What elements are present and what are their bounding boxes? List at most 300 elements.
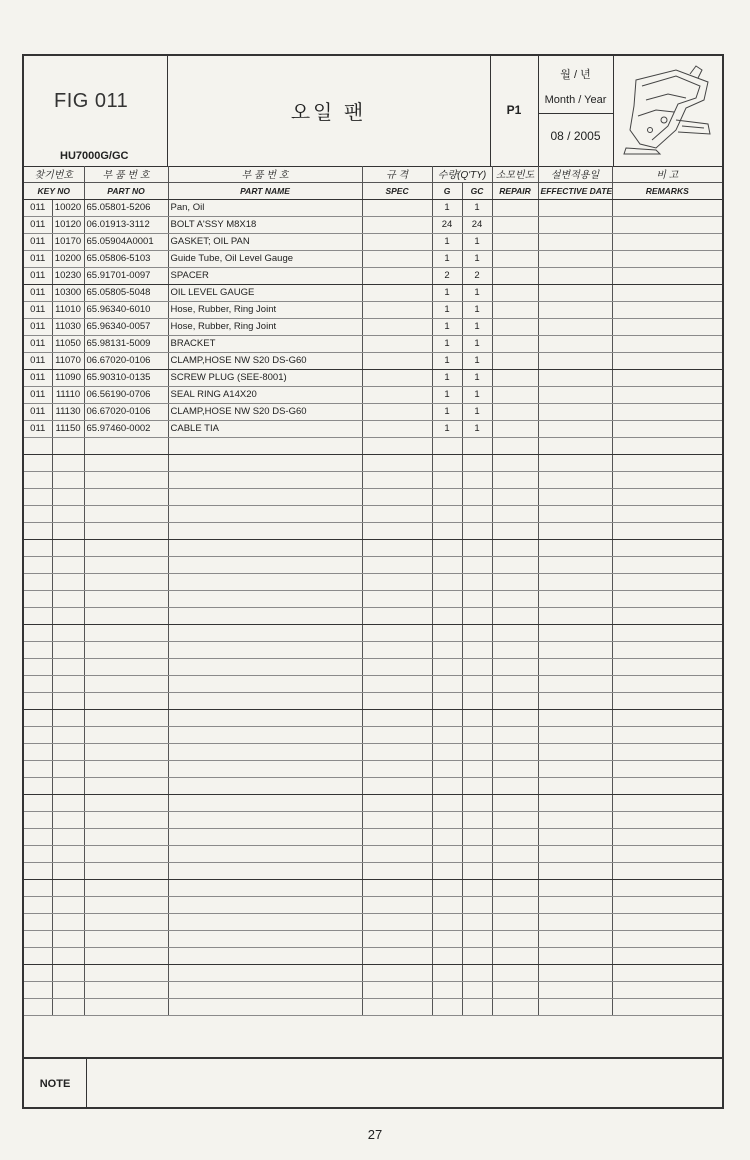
cell-empty: [168, 845, 362, 862]
empty-row: [24, 743, 722, 760]
cell-empty: [492, 981, 538, 998]
empty-row: [24, 913, 722, 930]
cell-empty: [24, 505, 52, 522]
cell-empty: [432, 794, 462, 811]
cell-empty: [432, 862, 462, 879]
cell-name: Pan, Oil: [168, 199, 362, 216]
cell-empty: [492, 726, 538, 743]
cell-empty: [538, 828, 612, 845]
cell-empty: [462, 947, 492, 964]
cell-gc: 1: [462, 403, 492, 420]
cell-empty: [52, 981, 84, 998]
cell-name: GASKET; OIL PAN: [168, 233, 362, 250]
empty-row: [24, 845, 722, 862]
cell-gc: 1: [462, 335, 492, 352]
cell-empty: [492, 335, 538, 352]
cell-empty: [492, 862, 538, 879]
cell-empty: [24, 964, 52, 981]
cell-empty: [538, 420, 612, 437]
cell-empty: [52, 998, 84, 1015]
cell-empty: [362, 522, 432, 539]
cell-key: 11050: [52, 335, 84, 352]
cell-empty: [84, 862, 168, 879]
cell-empty: [168, 794, 362, 811]
cell-empty: [168, 947, 362, 964]
cell-empty: [462, 522, 492, 539]
cell-empty: [52, 879, 84, 896]
cell-empty: [362, 573, 432, 590]
empty-row: [24, 760, 722, 777]
cell-empty: [492, 318, 538, 335]
cell-empty: [84, 828, 168, 845]
cell-empty: [362, 794, 432, 811]
revision-date: 08 / 2005: [550, 129, 601, 143]
cell-empty: [492, 573, 538, 590]
cell-empty: [462, 556, 492, 573]
cell-empty: [84, 471, 168, 488]
cell-empty: [538, 879, 612, 896]
empty-row: [24, 658, 722, 675]
empty-row: [24, 624, 722, 641]
table-header-ko: [24, 166, 722, 182]
cell-part-no: 06.67020-0106: [84, 403, 168, 420]
cell-fig: 011: [24, 233, 52, 250]
empty-row: [24, 692, 722, 709]
table-row: [24, 403, 722, 420]
cell-empty: [538, 675, 612, 692]
cell-key: 11130: [52, 403, 84, 420]
cell-empty: [432, 641, 462, 658]
cell-empty: [24, 675, 52, 692]
cell-empty: [538, 301, 612, 318]
cell-empty: [362, 437, 432, 454]
cell-empty: [362, 811, 432, 828]
cell-g: 2: [432, 267, 462, 284]
col-qty-gc: GC: [462, 182, 492, 199]
cell-empty: [52, 947, 84, 964]
cell-empty: [492, 352, 538, 369]
cell-empty: [168, 828, 362, 845]
cell-empty: [538, 641, 612, 658]
cell-empty: [492, 607, 538, 624]
cell-empty: [612, 726, 722, 743]
cell-empty: [612, 386, 722, 403]
cell-empty: [52, 709, 84, 726]
cell-empty: [84, 743, 168, 760]
cell-empty: [538, 352, 612, 369]
cell-empty: [612, 590, 722, 607]
cell-empty: [84, 675, 168, 692]
cell-empty: [612, 675, 722, 692]
cell-empty: [492, 947, 538, 964]
cell-empty: [24, 947, 52, 964]
cell-gc: 1: [462, 301, 492, 318]
parts-table: [24, 166, 722, 1016]
cell-empty: [52, 828, 84, 845]
cell-empty: [538, 573, 612, 590]
cell-empty: [24, 624, 52, 641]
cell-empty: [462, 658, 492, 675]
cell-empty: [362, 199, 432, 216]
cell-empty: [492, 284, 538, 301]
table-row: [24, 369, 722, 386]
cell-empty: [24, 607, 52, 624]
cell-empty: [432, 709, 462, 726]
cell-empty: [538, 556, 612, 573]
cell-empty: [492, 369, 538, 386]
cell-empty: [538, 964, 612, 981]
cell-empty: [492, 964, 538, 981]
cell-empty: [84, 437, 168, 454]
empty-row: [24, 811, 722, 828]
cell-empty: [24, 437, 52, 454]
cell-empty: [362, 369, 432, 386]
cell-empty: [612, 505, 722, 522]
empty-row: [24, 437, 722, 454]
cell-part-no: 65.98131-5009: [84, 335, 168, 352]
empty-row: [24, 607, 722, 624]
cell-empty: [432, 981, 462, 998]
cell-empty: [462, 794, 492, 811]
cell-empty: [492, 590, 538, 607]
cell-empty: [168, 556, 362, 573]
empty-row: [24, 998, 722, 1015]
cell-empty: [492, 879, 538, 896]
cell-g: 1: [432, 420, 462, 437]
empty-row: [24, 930, 722, 947]
cell-empty: [24, 743, 52, 760]
empty-row: [24, 590, 722, 607]
cell-empty: [462, 964, 492, 981]
cell-empty: [24, 573, 52, 590]
cell-empty: [52, 624, 84, 641]
cell-gc: 1: [462, 199, 492, 216]
col-partno-en: PART NO: [84, 182, 168, 199]
cell-empty: [24, 760, 52, 777]
cell-empty: [168, 539, 362, 556]
col-effective-en: EFFECTIVE DATE: [538, 182, 612, 199]
cell-empty: [168, 590, 362, 607]
cell-empty: [462, 692, 492, 709]
table-row: [24, 216, 722, 233]
empty-row: [24, 641, 722, 658]
cell-empty: [362, 556, 432, 573]
page-title: 오일 팬: [290, 102, 367, 124]
cell-empty: [432, 964, 462, 981]
cell-empty: [362, 318, 432, 335]
cell-empty: [612, 335, 722, 352]
cell-key: 11090: [52, 369, 84, 386]
cell-gc: 1: [462, 386, 492, 403]
cell-empty: [538, 862, 612, 879]
cell-empty: [362, 964, 432, 981]
cell-empty: [52, 964, 84, 981]
cell-empty: [84, 998, 168, 1015]
cell-empty: [538, 896, 612, 913]
cell-fig: 011: [24, 301, 52, 318]
cell-empty: [362, 658, 432, 675]
table-row: [24, 420, 722, 437]
cell-gc: 1: [462, 284, 492, 301]
cell-empty: [84, 522, 168, 539]
cell-fig: 011: [24, 250, 52, 267]
table-row: [24, 335, 722, 352]
cell-empty: [492, 250, 538, 267]
empty-row: [24, 794, 722, 811]
cell-name: CABLE TIA: [168, 420, 362, 437]
cell-empty: [52, 862, 84, 879]
cell-empty: [462, 624, 492, 641]
cell-empty: [168, 505, 362, 522]
cell-empty: [52, 913, 84, 930]
cell-empty: [538, 335, 612, 352]
empty-row: [24, 505, 722, 522]
cell-empty: [612, 998, 722, 1015]
cell-empty: [492, 216, 538, 233]
cell-empty: [84, 607, 168, 624]
cell-empty: [492, 998, 538, 1015]
cell-empty: [24, 709, 52, 726]
cell-empty: [538, 522, 612, 539]
cell-empty: [24, 658, 52, 675]
cell-empty: [52, 794, 84, 811]
cell-empty: [612, 301, 722, 318]
cell-name: BOLT A'SSY M8X18: [168, 216, 362, 233]
cell-gc: 1: [462, 233, 492, 250]
cell-empty: [362, 845, 432, 862]
cell-empty: [612, 896, 722, 913]
cell-empty: [24, 845, 52, 862]
cell-empty: [612, 318, 722, 335]
cell-empty: [24, 522, 52, 539]
cell-empty: [362, 284, 432, 301]
cell-empty: [538, 590, 612, 607]
cell-name: SEAL RING A14X20: [168, 386, 362, 403]
cell-empty: [462, 896, 492, 913]
cell-part-no: 65.96340-6010: [84, 301, 168, 318]
cell-empty: [84, 539, 168, 556]
cell-empty: [52, 726, 84, 743]
empty-row: [24, 981, 722, 998]
cell-empty: [24, 981, 52, 998]
cell-empty: [612, 471, 722, 488]
cell-empty: [168, 964, 362, 981]
cell-empty: [168, 454, 362, 471]
cell-empty: [538, 488, 612, 505]
cell-empty: [538, 709, 612, 726]
empty-row: [24, 539, 722, 556]
empty-row: [24, 777, 722, 794]
cell-empty: [52, 658, 84, 675]
cell-empty: [492, 845, 538, 862]
cell-part-no: 65.05904A0001: [84, 233, 168, 250]
cell-empty: [432, 743, 462, 760]
cell-empty: [538, 947, 612, 964]
cell-empty: [492, 930, 538, 947]
cell-g: 1: [432, 403, 462, 420]
cell-empty: [84, 964, 168, 981]
cell-gc: 1: [462, 250, 492, 267]
col-repair-en: REPAIR: [492, 182, 538, 199]
cell-empty: [492, 913, 538, 930]
cell-empty: [362, 216, 432, 233]
cell-empty: [52, 896, 84, 913]
cell-empty: [538, 658, 612, 675]
cell-empty: [538, 607, 612, 624]
col-key-ko: 찾기번호: [24, 166, 84, 182]
cell-empty: [432, 811, 462, 828]
col-qty-ko: 수량(Q'TY): [432, 166, 492, 182]
cell-part-no: 65.96340-0057: [84, 318, 168, 335]
cell-empty: [432, 845, 462, 862]
cell-empty: [168, 896, 362, 913]
cell-empty: [432, 896, 462, 913]
table-row: [24, 318, 722, 335]
col-qty-g: G: [432, 182, 462, 199]
cell-empty: [52, 760, 84, 777]
cell-empty: [24, 930, 52, 947]
cell-fig: 011: [24, 216, 52, 233]
empty-row: [24, 862, 722, 879]
fig-label: FIG 011: [54, 90, 129, 112]
cell-empty: [362, 675, 432, 692]
cell-empty: [612, 556, 722, 573]
cell-gc: 1: [462, 352, 492, 369]
cell-empty: [462, 573, 492, 590]
cell-empty: [462, 539, 492, 556]
cell-empty: [84, 505, 168, 522]
cell-empty: [432, 437, 462, 454]
cell-empty: [52, 845, 84, 862]
empty-row: [24, 454, 722, 471]
cell-empty: [538, 743, 612, 760]
cell-empty: [432, 947, 462, 964]
cell-empty: [84, 658, 168, 675]
col-remarks-ko: 비 고: [612, 166, 722, 182]
cell-empty: [432, 692, 462, 709]
cell-empty: [362, 862, 432, 879]
cell-fig: 011: [24, 284, 52, 301]
cell-empty: [52, 437, 84, 454]
cell-empty: [52, 573, 84, 590]
cell-empty: [612, 199, 722, 216]
cell-empty: [538, 930, 612, 947]
cell-empty: [432, 930, 462, 947]
cell-empty: [84, 454, 168, 471]
cell-empty: [24, 811, 52, 828]
cell-empty: [84, 879, 168, 896]
cell-empty: [84, 590, 168, 607]
cell-empty: [462, 437, 492, 454]
cell-empty: [362, 403, 432, 420]
cell-empty: [168, 437, 362, 454]
cell-name: BRACKET: [168, 335, 362, 352]
cell-empty: [432, 760, 462, 777]
cell-empty: [538, 624, 612, 641]
cell-empty: [612, 488, 722, 505]
cell-empty: [168, 488, 362, 505]
cell-empty: [538, 539, 612, 556]
cell-empty: [84, 488, 168, 505]
empty-row: [24, 675, 722, 692]
cell-empty: [84, 981, 168, 998]
cell-empty: [362, 386, 432, 403]
cell-empty: [24, 726, 52, 743]
cell-empty: [612, 284, 722, 301]
cell-g: 1: [432, 318, 462, 335]
cell-empty: [538, 403, 612, 420]
col-effective-ko: 설변적용일: [538, 166, 612, 182]
cell-empty: [612, 641, 722, 658]
cell-empty: [168, 777, 362, 794]
cell-empty: [492, 658, 538, 675]
cell-empty: [432, 658, 462, 675]
cell-empty: [362, 335, 432, 352]
cell-g: 1: [432, 352, 462, 369]
cell-empty: [362, 539, 432, 556]
cell-empty: [362, 930, 432, 947]
page-code: P1: [506, 103, 522, 117]
cell-empty: [362, 420, 432, 437]
cell-empty: [538, 777, 612, 794]
cell-empty: [462, 981, 492, 998]
cell-empty: [462, 488, 492, 505]
empty-row: [24, 488, 722, 505]
cell-empty: [612, 539, 722, 556]
cell-empty: [52, 539, 84, 556]
cell-empty: [168, 675, 362, 692]
cell-empty: [432, 590, 462, 607]
cell-empty: [492, 233, 538, 250]
cell-fig: 011: [24, 403, 52, 420]
cell-empty: [24, 471, 52, 488]
cell-empty: [24, 896, 52, 913]
cell-empty: [52, 692, 84, 709]
cell-empty: [84, 794, 168, 811]
cell-empty: [362, 505, 432, 522]
cell-empty: [612, 879, 722, 896]
cell-empty: [362, 709, 432, 726]
cell-empty: [538, 233, 612, 250]
cell-empty: [168, 930, 362, 947]
cell-empty: [538, 845, 612, 862]
table-row: [24, 386, 722, 403]
cell-empty: [612, 352, 722, 369]
table-row: [24, 284, 722, 301]
cell-empty: [52, 590, 84, 607]
cell-empty: [462, 845, 492, 862]
cell-empty: [24, 998, 52, 1015]
cell-g: 1: [432, 284, 462, 301]
cell-empty: [84, 709, 168, 726]
cell-empty: [362, 233, 432, 250]
cell-fig: 011: [24, 420, 52, 437]
cell-fig: 011: [24, 352, 52, 369]
cell-empty: [362, 879, 432, 896]
cell-part-no: 06.56190-0706: [84, 386, 168, 403]
cell-key: 11070: [52, 352, 84, 369]
col-spec-en: SPEC: [362, 182, 432, 199]
cell-empty: [432, 522, 462, 539]
cell-empty: [84, 947, 168, 964]
cell-empty: [52, 454, 84, 471]
cell-empty: [538, 369, 612, 386]
col-partname-en: PART NAME: [168, 182, 362, 199]
empty-row: [24, 726, 722, 743]
cell-empty: [462, 913, 492, 930]
cell-name: OIL LEVEL GAUGE: [168, 284, 362, 301]
cell-empty: [492, 471, 538, 488]
